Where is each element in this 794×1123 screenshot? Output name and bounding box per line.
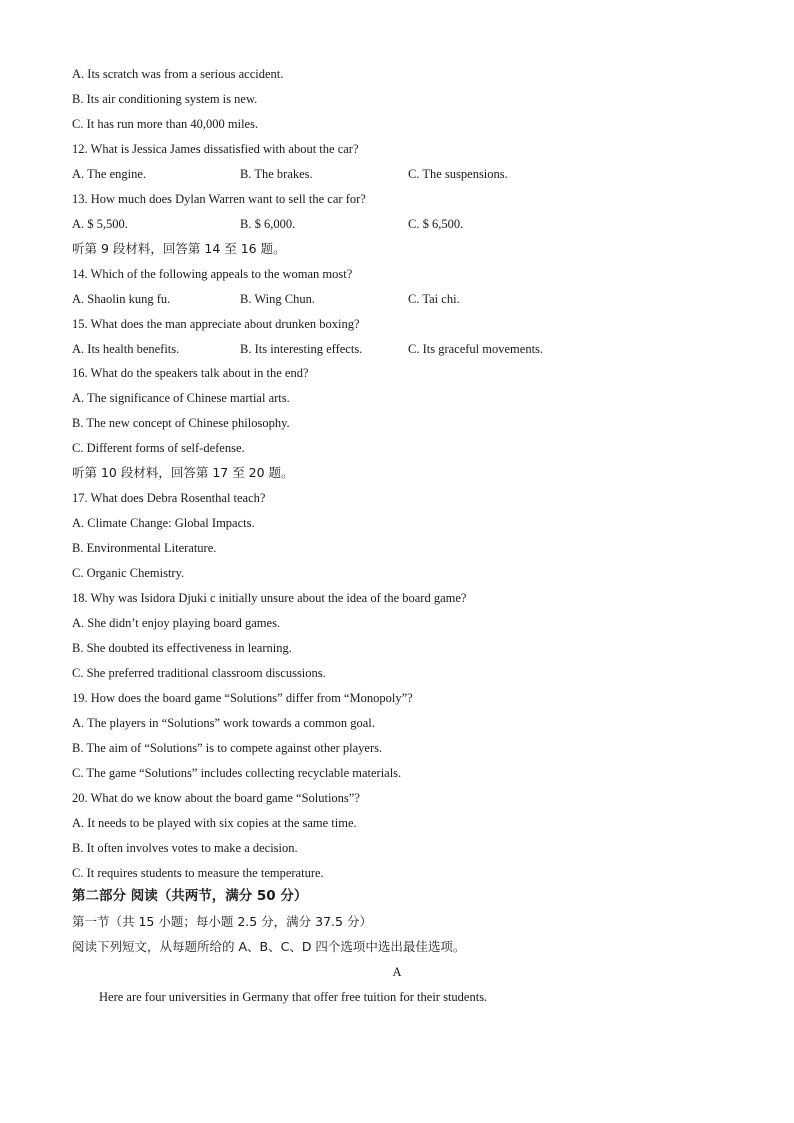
q11-option-b: B. Its air conditioning system is new. [72, 92, 258, 106]
question-14: 14. Which of the following appeals to the woman most? [72, 267, 353, 281]
q16-option-c: C. Different forms of self-defense. [72, 441, 245, 455]
q16-option-b: B. The new concept of Chinese philosophy. [72, 416, 290, 430]
q16-option-a: A. The significance of Chinese martial arts. [72, 391, 290, 405]
q17-option-c: C. Organic Chemistry. [72, 566, 185, 580]
q11-option-c: C. It has run more than 40,000 miles. [72, 117, 259, 131]
question-12: 12. What is Jessica James dissatisfied with about the car? [72, 142, 359, 156]
q13-option-a: A. $ 5,500. [72, 217, 128, 231]
q17-option-a: A. Climate Change: Global Impacts. [72, 516, 255, 530]
q13-option-b: B. $ 6,000. [240, 217, 296, 231]
q19-option-b: B. The aim of “Solutions” is to compete against other players. [72, 741, 383, 755]
question-13: 13. How much does Dylan Warren want to sell the car for? [72, 192, 366, 206]
q19-option-c: C. The game “Solutions” includes collecting recyclable materials. [72, 766, 402, 780]
passage-label: A [392, 965, 402, 979]
q12-option-c: C. The suspensions. [408, 167, 508, 181]
q18-option-c: C. She preferred traditional classroom discussions. [72, 666, 326, 680]
q17-option-b: B. Environmental Literature. [72, 541, 217, 555]
q18-option-a: A. She didn’t enjoy playing board games. [72, 616, 281, 630]
q12-option-a: A. The engine. [72, 167, 147, 181]
question-19: 19. How does the board game “Solutions” differ from “Monopoly”? [72, 691, 413, 705]
question-15: 15. What does the man appreciate about drunken boxing? [72, 317, 360, 331]
q14-option-c: C. Tai chi. [408, 292, 460, 306]
q11-option-a: A. Its scratch was from a serious accident. [72, 67, 284, 81]
q15-option-b: B. Its interesting effects. [240, 342, 363, 356]
passage-paragraph: Here are four universities in Germany that offer free tuition for their students. [99, 990, 488, 1004]
section-9-heading: 听第 9 段材料，回答第 14 至 16 题。 [72, 241, 286, 256]
q20-option-c: C. It requires students to measure the temperature. [72, 866, 324, 880]
part-2-heading: 第二部分 阅读（共两节，满分 50 分） [72, 888, 308, 904]
q14-option-b: B. Wing Chun. [240, 292, 315, 306]
question-17: 17. What does Debra Rosenthal teach? [72, 491, 266, 505]
reading-instructions: 阅读下列短文，从每题所给的 A、B、C、D 四个选项中选出最佳选项。 [72, 939, 466, 954]
q12-option-b: B. The brakes. [240, 167, 313, 181]
q14-option-a: A. Shaolin kung fu. [72, 292, 171, 306]
q20-option-a: A. It needs to be played with six copies at the same time. [72, 816, 357, 830]
q20-option-b: B. It often involves votes to make a decision. [72, 841, 298, 855]
question-18: 18. Why was Isidora Djuki c initially unsure about the idea of the board game? [72, 591, 467, 605]
q13-option-c: C. $ 6,500. [408, 217, 464, 231]
section-10-heading: 听第 10 段材料，回答第 17 至 20 题。 [72, 465, 294, 480]
q15-option-a: A. Its health benefits. [72, 342, 180, 356]
q18-option-b: B. She doubted its effectiveness in learning. [72, 641, 292, 655]
section-1-heading: 第一节（共 15 小题；每小题 2.5 分，满分 37.5 分） [72, 914, 372, 929]
q19-option-a: A. The players in “Solutions” work towards a common goal. [72, 716, 375, 730]
q15-option-c: C. Its graceful movements. [408, 342, 544, 356]
question-16: 16. What do the speakers talk about in the end? [72, 366, 309, 380]
question-20: 20. What do we know about the board game “Solutions”? [72, 791, 360, 805]
